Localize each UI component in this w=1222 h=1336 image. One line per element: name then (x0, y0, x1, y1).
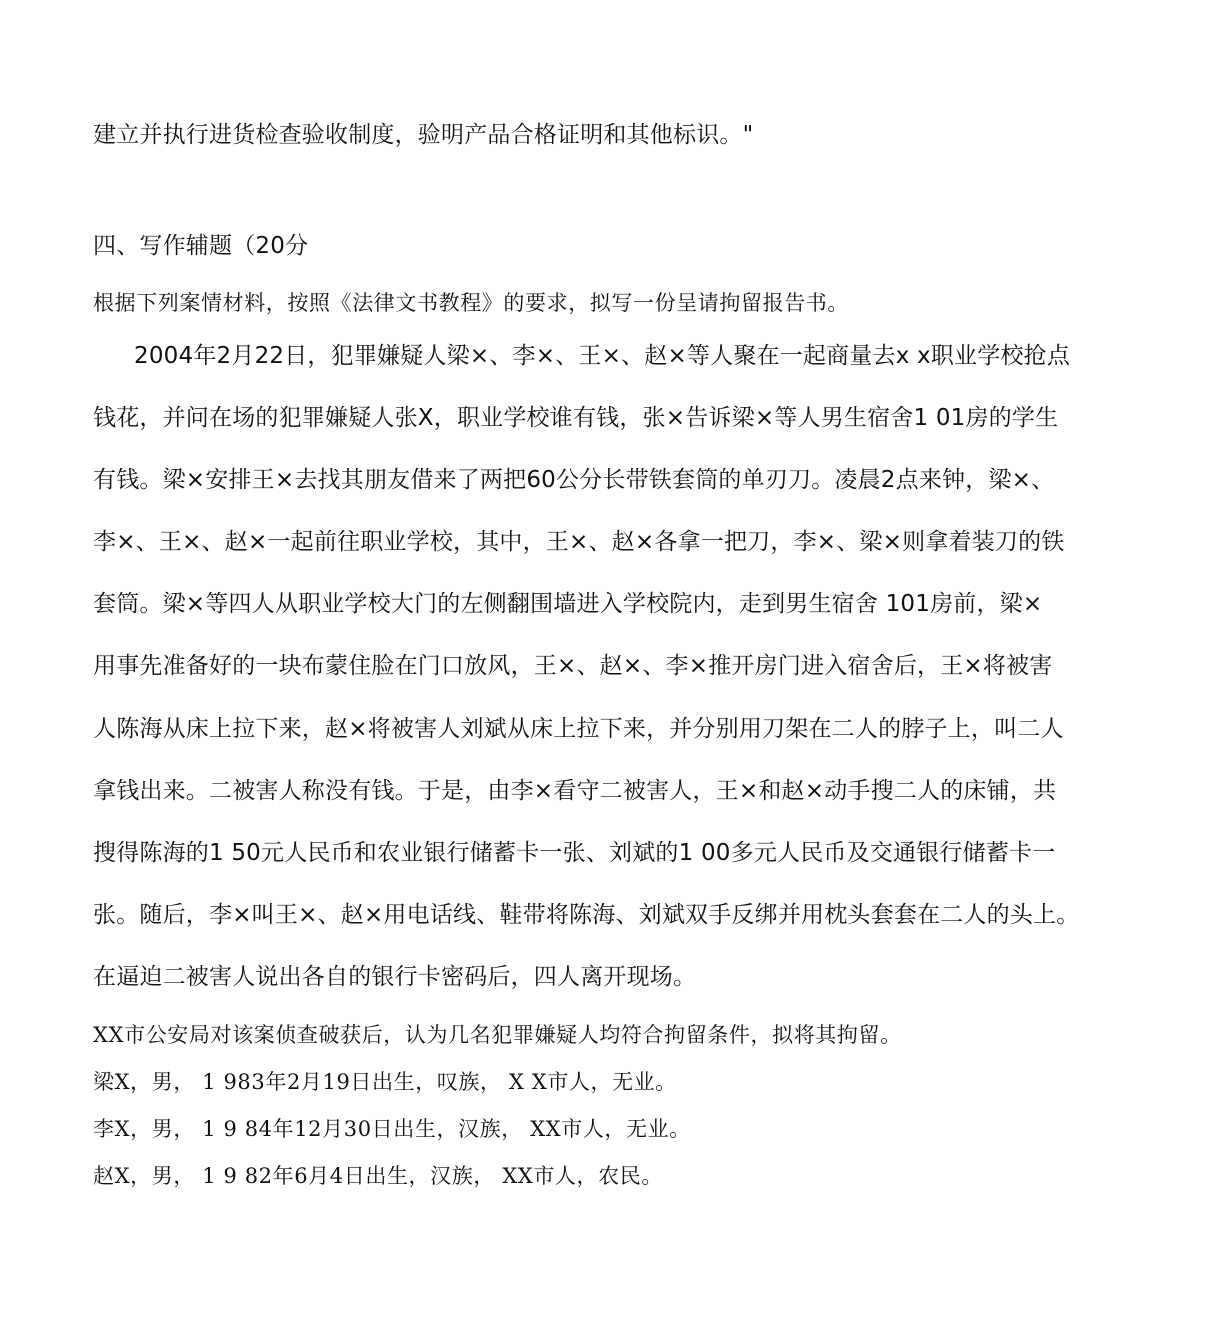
police-statement: XX市公安局对该案侦查破获后，认为几名犯罪嫌疑人均符合拘留条件，拟将其拘留。 (93, 1023, 902, 1047)
case-paragraph-line: 李×、王×、赵×一起前往职业学校，其中，王×、赵×各拿一把刀，李×、梁×则拿着装刀的铁 (93, 529, 1065, 555)
case-paragraph-line: 有钱。梁×安排王×去找其朋友借来了两把60公分长带铁套筒的单刃刀。凌晨2点来钟，梁×、 (93, 467, 1055, 493)
section-heading: 四、写作辅题（20分 (93, 233, 309, 259)
case-paragraph-line: 用事先准备好的一块布蒙住脸在门口放风，王×、赵×、李×推开房门进入宿舍后，王×将被害 (93, 653, 1053, 679)
case-paragraph-line: 搜得陈海的1 50元人民币和农业银行储蓄卡一张、刘斌的1 00多元人民币及交通银行储蓄卡一 (93, 840, 1056, 866)
case-paragraph-line: 在逼迫二被害人说出各自的银行卡密码后，四人离开现场。 (93, 964, 697, 990)
case-paragraph-line: 套筒。梁×等四人从职业学校大门的左侧翻围墙进入学校院内，走到男生宿舍 101房前，梁× (93, 591, 1043, 617)
suspect-entry: 赵X，男， 1 9 82年6月4日出生，汉族， XX市人，农民。 (93, 1164, 663, 1188)
case-paragraph-line: 钱花，并问在场的犯罪嫌疑人张X，职业学校谁有钱，张×告诉梁×等人男生宿舍1 01房的学生 (93, 405, 1059, 431)
case-paragraph-line: 2004年2月22日，犯罪嫌疑人梁×、李×、王×、赵×等人聚在一起商量去x x职业学校抢点 (134, 343, 1071, 369)
suspect-entry: 梁X，男， 1 983年2月19日出生，叹族， X X市人，无业。 (93, 1070, 677, 1094)
continuation-line: 建立并执行进货检查验收制度，验明产品合格证明和其他标识。" (93, 122, 754, 148)
suspect-entry: 李X，男， 1 9 84年12月30日出生，汉族， XX市人，无业。 (93, 1117, 691, 1141)
case-paragraph-line: 张。随后，李×叫王×、赵×用电话线、鞋带将陈海、刘斌双手反绑并用枕头套套在二人的头上。 (93, 902, 1080, 928)
case-paragraph-line: 人陈海从床上拉下来，赵×将被害人刘斌从床上拉下来，并分别用刀架在二人的脖子上，叫二人 (93, 716, 1064, 742)
case-paragraph-line: 拿钱出来。二被害人称没有钱。于是，由李×看守二被害人，王×和赵×动手搜二人的床铺，共 (93, 778, 1057, 804)
instruction-text: 根据下列案情材料，按照《法律文书教程》的要求，拟写一份呈请拘留报告书。 (93, 291, 849, 315)
